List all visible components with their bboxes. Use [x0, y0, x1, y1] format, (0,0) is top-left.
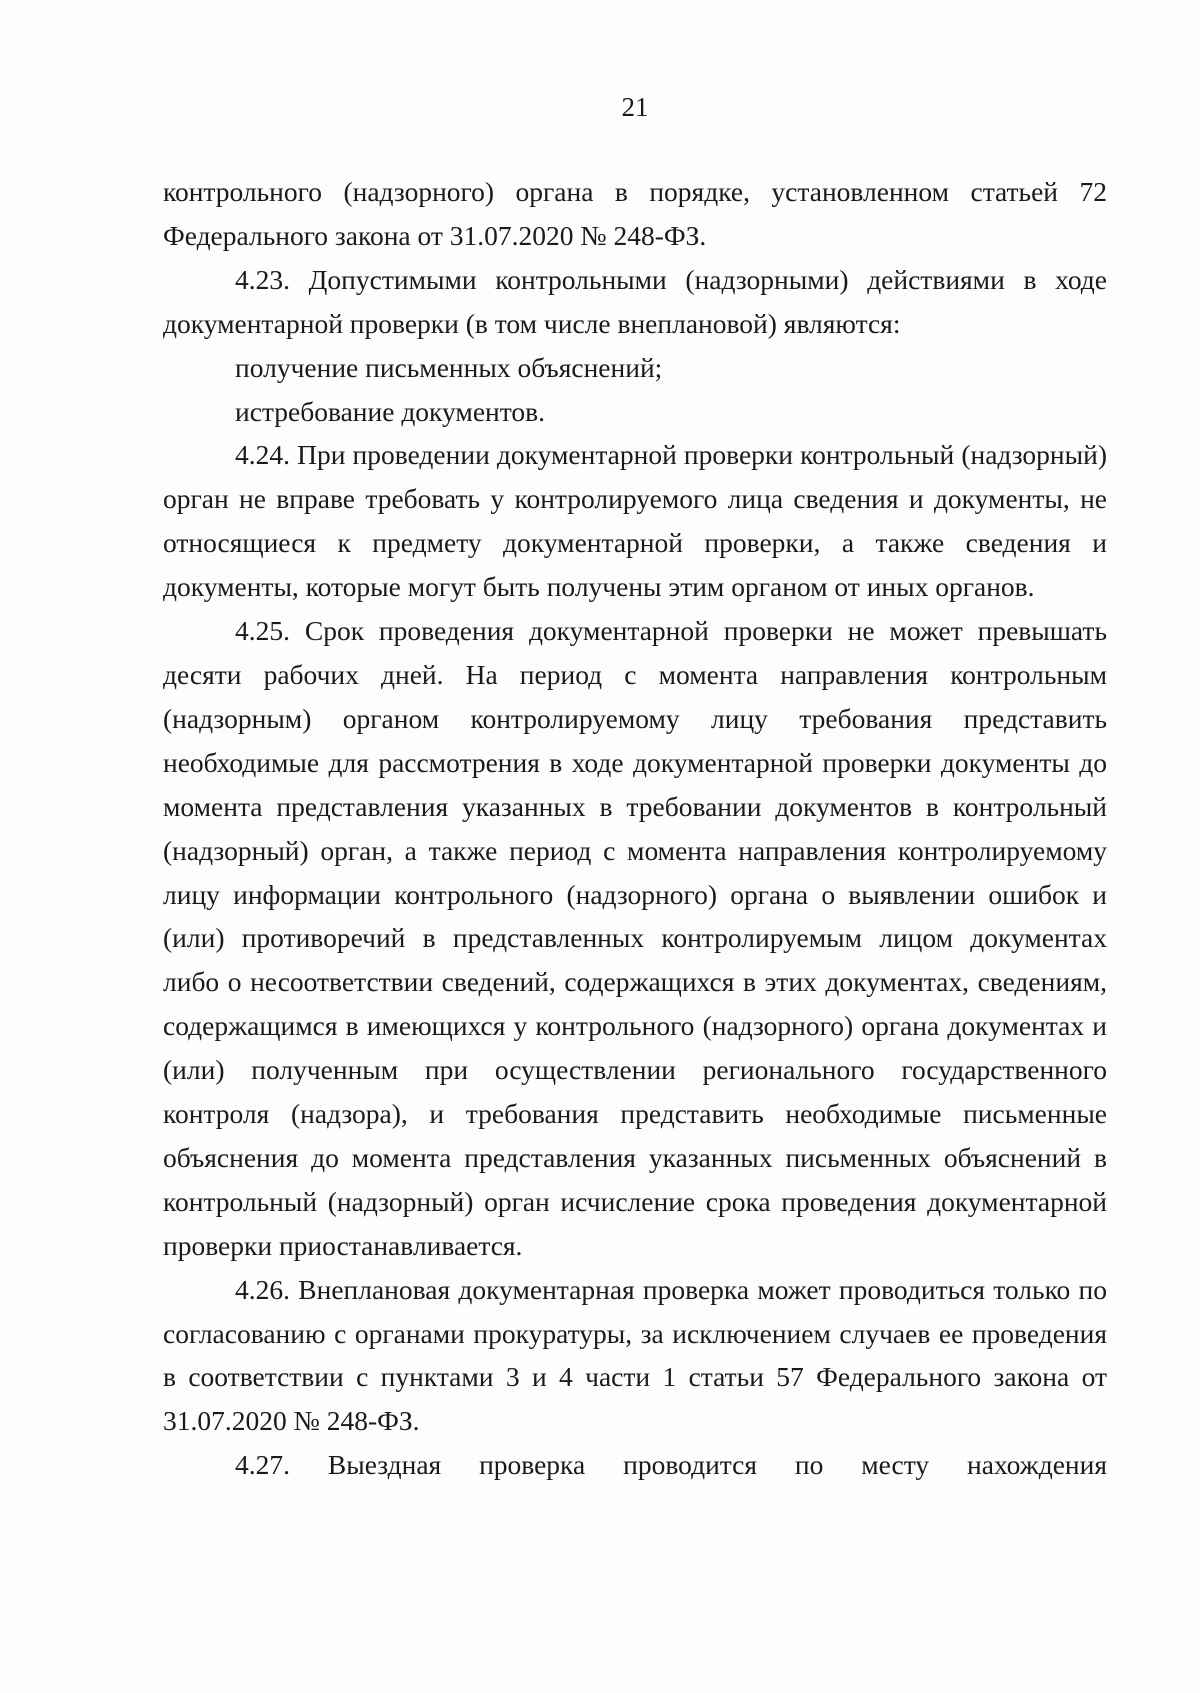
- paragraph-4-25: 4.25. Срок проведения документарной проверки не может превышать десяти рабочих дней. На период с момента направления контрольным (надзорным) органом контролируемому лицу требования представить необходимые для рассмотрения в ходе документарной проверки документы до момента представления указанных в требовании документов в контрольный (надзорный) орган, а также период с момента направления контролируемому лицу информации контрольного (надзорного) органа о выявлении ошибок и (или) противоречий в представленных контролируемым лицом документах либо о несоответствии сведений, содержащихся в этих документах, сведениям, содержащимся в имеющихся у контрольного (надзорного) органа документах и (или) полученным при осуществлении регионального государственного контроля (надзора), и требования представить необходимые письменные объяснения до момента представления указанных письменных объяснений в контрольный (надзорный) орган исчисление срока проведения документарной проверки приостанавливается.: [163, 615, 1107, 1261]
- document-body: [163, 170, 1107, 1487]
- paragraph-4-26: 4.26. Внеплановая документарная проверка может проводиться только по согласованию с органами прокуратуры, за исключением случаев ее проведения в соответствии с пунктами 3 и 4 части 1 статьи 57 Федерального закона от 31.07.2020 № 248-ФЗ.: [163, 1273, 1107, 1437]
- paragraph-intro-continuation: контрольного (надзорного) органа в порядке, установленном статьей 72 Федерального закона от 31.07.2020 № 248-ФЗ.: [163, 176, 1107, 251]
- list-item-written-explanations: получение письменных объяснений;: [235, 351, 663, 383]
- list-item-document-request: истребование документов.: [235, 395, 546, 427]
- paragraph-4-27: 4.27. Выездная проверка проводится по месту нахождения: [235, 1449, 1107, 1481]
- page-number: 21: [621, 92, 649, 122]
- paragraph-4-23: 4.23. Допустимыми контрольными (надзорными) действиями в ходе документарной проверки (в том числе внеплановой) являются:: [163, 263, 1107, 339]
- paragraph-4-24: 4.24. При проведении документарной проверки контрольный (надзорный) орган не вправе требовать у контролируемого лица сведения и документы, не относящиеся к предмету документарной проверки, а также сведения и документы, которые могут быть получены этим органом от иных органов.: [163, 439, 1107, 603]
